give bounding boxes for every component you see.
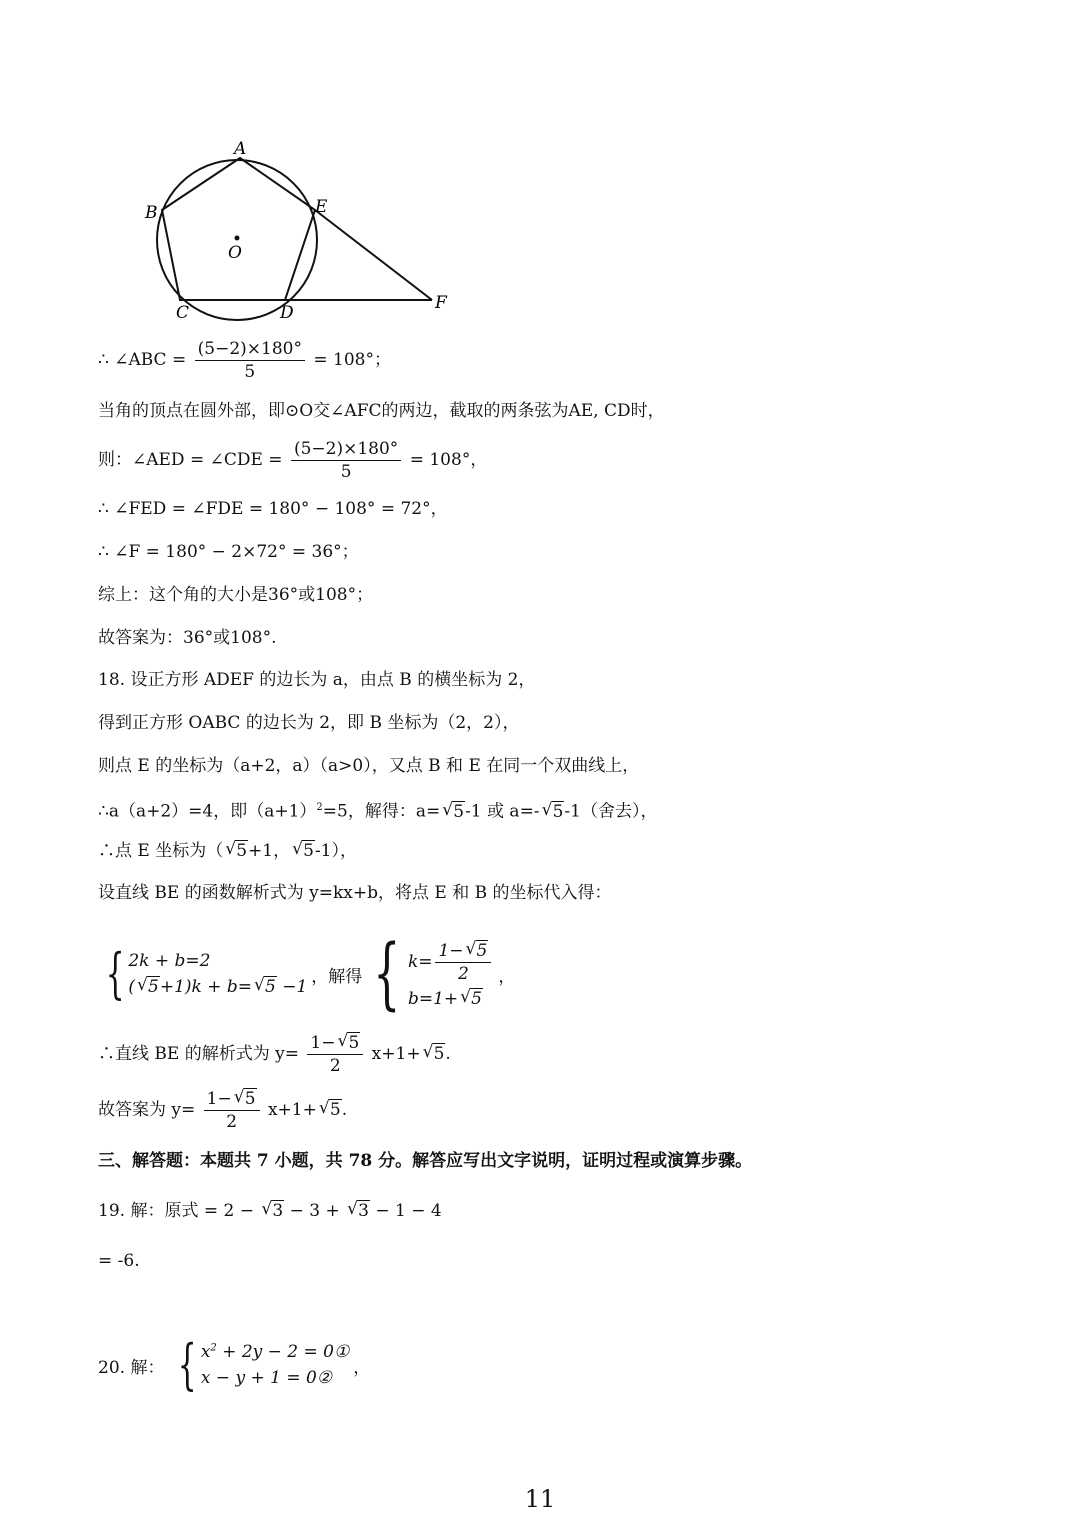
text: 则：∠AED = ∠CDE =	[98, 450, 283, 470]
line-q19-result: = -6.	[98, 1251, 140, 1271]
line-summary: 综上：这个角的大小是36°或108°；	[98, 585, 374, 605]
line-ef	[315, 210, 432, 300]
brace: {	[178, 1333, 198, 1396]
system-rows	[201, 1342, 349, 1388]
line-q18-coord-e	[98, 840, 357, 862]
equation-system-20	[98, 1333, 371, 1396]
page-number: 11	[524, 1485, 556, 1513]
sqrt-5: √ 5	[542, 801, 565, 823]
equation-row: 2k + b=2	[128, 951, 211, 971]
line-angle-fed: ∴ ∠FED = ∠FDE = 180° − 108° = 72°，	[98, 499, 448, 519]
sqrt-5: √ 5	[423, 1043, 446, 1065]
text: = 108°；	[313, 350, 391, 370]
numerator: (5−2)×180°	[291, 438, 401, 461]
system-rows	[128, 951, 307, 997]
sqrt-3: √ 3	[261, 1200, 284, 1222]
text: x+1+	[371, 1044, 421, 1064]
label-c: C	[176, 303, 190, 323]
brace: {	[105, 942, 125, 1005]
text: ∴直线 BE 的解析式为 y=	[98, 1044, 299, 1064]
equation-row: $x^2 + 2y - 2$ = 0①	[200, 1342, 350, 1362]
superscript: 2	[316, 802, 323, 813]
line-angle-aed	[98, 438, 487, 483]
text: .	[341, 1100, 348, 1120]
line-q18-solve	[98, 797, 657, 823]
text: x+1+	[267, 1100, 317, 1120]
sqrt-5: √ 5	[292, 840, 315, 862]
line-q18-point-e: 则点 E 的坐标为（a+2，a）（a>0），又点 B 和 E 在同一个双曲线上，	[98, 756, 640, 776]
text: − 3 +	[284, 1201, 346, 1221]
text: .	[445, 1044, 451, 1064]
label-o: O	[228, 243, 242, 263]
text: 19. 解：原式 = 2 −	[98, 1201, 260, 1221]
text: − 1 − 4	[369, 1201, 442, 1221]
sqrt-5: √ 5	[442, 801, 465, 823]
line-q18-square: 得到正方形 OABC 的边长为 2，即 B 坐标为（2，2），	[98, 713, 520, 733]
line-angle-abc	[98, 338, 391, 383]
line-angle-f: ∴ ∠F = 180° − 2×72° = 36°；	[98, 542, 359, 562]
line-q18-result	[98, 1032, 451, 1077]
numerator: (5−2)×180°	[195, 338, 305, 361]
line-q19	[98, 1200, 442, 1222]
text: =5，解得：a=	[322, 801, 441, 822]
line-q18-line-be: 设直线 BE 的函数解析式为 y=kx+b，将点 E 和 B 的坐标代入得：	[98, 883, 612, 903]
text: +1，	[248, 841, 291, 861]
text: 故答案为 y=	[98, 1100, 196, 1120]
denominator: 5	[244, 362, 256, 382]
equation-system-1	[98, 929, 516, 1019]
fraction: $\frac{1-√ 5}{2}$	[204, 1088, 260, 1133]
text: -1），	[314, 841, 357, 861]
line-q18-start: 18. 设正方形 ADEF 的边长为 a，由点 B 的横坐标为 2，	[98, 670, 536, 690]
text: ，	[498, 966, 516, 987]
text: ∴ ∠ABC =	[98, 350, 187, 370]
label-f: F	[435, 293, 447, 313]
text: = 108°，	[409, 450, 488, 470]
line-answer-17: 故答案为：36°或108°.	[98, 628, 277, 648]
text: -1 或 a=-	[465, 801, 540, 822]
fraction	[291, 438, 401, 483]
equation-row: b=1+√ 5	[408, 989, 494, 1009]
line-outside-vertex: 当角的顶点在圆外部，即⊙O交∠AFC的两边，截取的两条弦为AE, CD时，	[98, 401, 665, 421]
text: ，解得	[311, 966, 363, 987]
equation-row: k= $\frac{1-√ 5}{2}$	[408, 940, 494, 985]
sqrt-3: √ 3	[347, 1200, 370, 1222]
label-b: B	[145, 203, 158, 223]
text: ∴a（a+2）=4，即（a+1）	[98, 801, 317, 822]
equation-row: x − y + 1 = 0②	[200, 1368, 333, 1388]
text: ∴点 E 坐标为（	[98, 841, 224, 861]
denominator: 5	[340, 462, 352, 482]
label-a: A	[234, 139, 247, 159]
line-answer-18	[98, 1088, 347, 1133]
center-point	[235, 236, 240, 241]
brace: {	[373, 929, 401, 1019]
sqrt-5: √ 5	[225, 840, 248, 862]
label-e: E	[315, 197, 328, 217]
text: 20. 解：	[98, 1357, 165, 1378]
section-heading-3: 三、解答题：本题共 7 小题，共 78 分。解答应写出文字说明，证明过程或演算步骤。	[98, 1151, 753, 1171]
fraction: $\frac{1-√ 5}{2}$	[307, 1032, 363, 1077]
sqrt-5: √ 5	[319, 1099, 342, 1121]
text: -1（舍去），	[564, 801, 658, 822]
text: ，	[353, 1357, 371, 1378]
pentagon-circle-diagram	[130, 130, 470, 330]
equation-row: (√ 5+1)k + b=√ 5 −1	[128, 977, 307, 997]
fraction	[195, 338, 305, 383]
system-rows	[408, 940, 494, 1009]
label-d: D	[280, 303, 294, 323]
